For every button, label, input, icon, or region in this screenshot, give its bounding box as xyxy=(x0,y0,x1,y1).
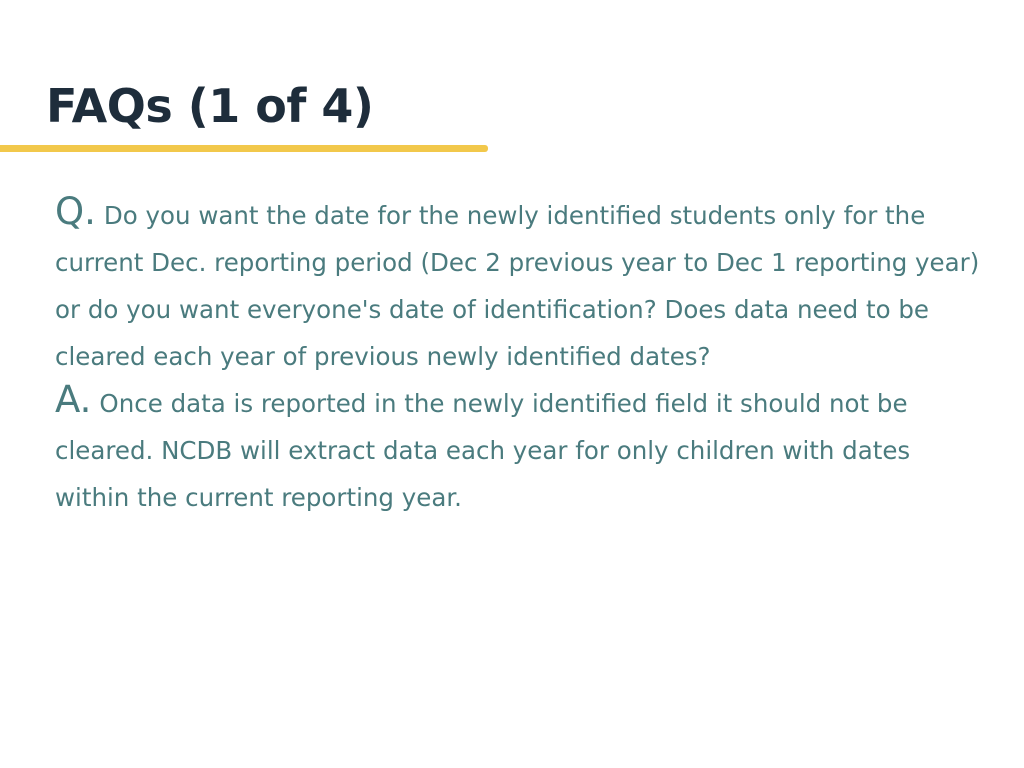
answer-marker: A. xyxy=(55,378,92,421)
page-title: FAQs (1 of 4) xyxy=(46,79,374,133)
question-marker: Q. xyxy=(55,190,96,233)
faq-block xyxy=(55,192,985,521)
question-paragraph xyxy=(55,192,985,380)
question-text: Do you want the date for the newly identified students only for the current Dec. reporting period (Dec 2 previous year to Dec 1 reporting year) or do you want everyone's date of identification? Does data need to be cleared each year of previous newly identified dates? xyxy=(55,201,980,371)
answer-paragraph xyxy=(55,380,985,521)
title-underline xyxy=(0,145,488,152)
answer-text: Once data is reported in the newly identified field it should not be cleared. NCDB will extract data each year for only children with dates within the current reporting year. xyxy=(55,389,911,512)
